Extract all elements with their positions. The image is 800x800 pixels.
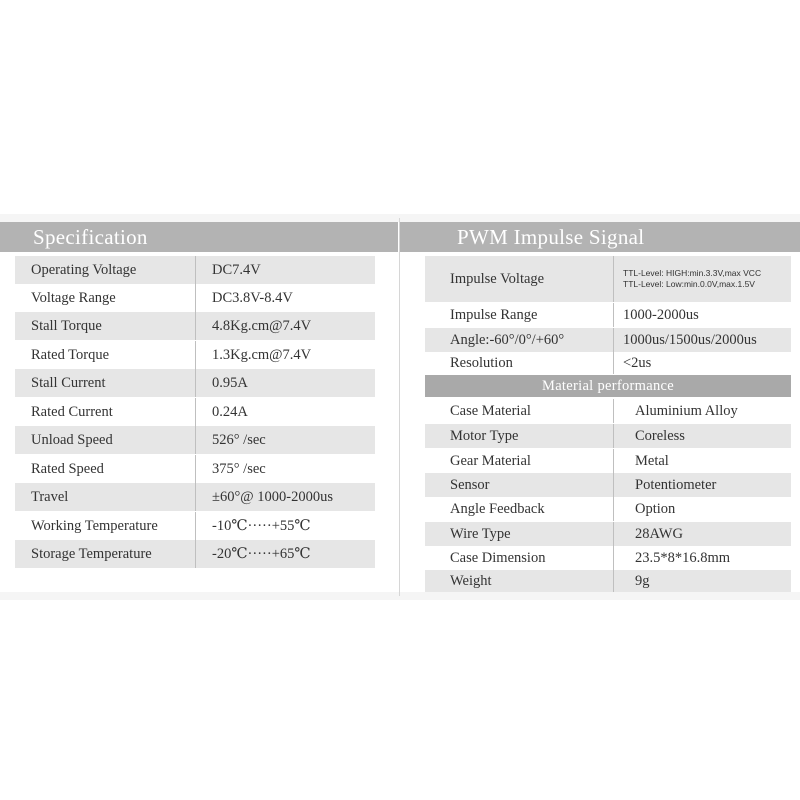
spec-label: Travel [15,483,195,511]
pwm-value: 1000-2000us [623,306,699,323]
spec-row [15,256,375,284]
pwm-row [425,352,791,374]
bottom-band [0,592,800,600]
material-row [425,570,791,592]
top-band [0,214,800,222]
spec-value: 0.95A [196,369,375,397]
spec-row [15,426,375,454]
material-row [425,522,791,546]
pwm-row [425,328,791,352]
material-value: Potentiometer [614,473,791,497]
material-value: 23.5*8*16.8mm [635,549,731,566]
pwm-value: 1000us/1500us/2000us [614,328,791,352]
spec-value: 1.3Kg.cm@7.4V [212,346,312,363]
pwm-value [614,256,791,302]
material-label: Sensor [425,473,613,497]
material-row [425,424,791,448]
pwm-label: Impulse Voltage [425,256,613,302]
material-value: 28AWG [614,522,791,546]
specification-header: Specification [0,222,398,252]
spec-label: Rated Current [31,403,113,420]
spec-label: Storage Temperature [15,540,195,568]
material-row [425,399,791,423]
spec-row [15,398,375,426]
spec-row [15,483,375,511]
spec-row [15,455,375,483]
pwm-label: Resolution [450,354,513,371]
spec-value: DC3.8V-8.4V [212,289,293,306]
spec-label: Working Temperature [31,517,158,534]
spec-label: Unload Speed [15,426,195,454]
spec-row [15,312,375,340]
spec-row [15,341,375,369]
spec-label: Stall Torque [15,312,195,340]
pwm-row [425,303,791,327]
material-performance-header: Material performance [425,375,791,397]
spec-label: Rated Speed [31,460,104,477]
ttl-high-text: TTL-Level: HIGH:min.3.3V,max VCC [623,268,762,278]
material-value: Option [635,500,676,517]
pwm-row [425,256,791,302]
spec-label: Stall Current [15,369,195,397]
spec-value: -10℃·····+55℃ [212,517,311,534]
spec-value: 0.24A [212,403,248,420]
spec-value: 375° /sec [212,460,266,477]
spec-label: Rated Torque [31,346,110,363]
material-label: Wire Type [425,522,613,546]
material-label: Gear Material [450,452,531,469]
material-label: Angle Feedback [450,500,545,517]
material-value: Metal [635,452,669,469]
material-row [425,449,791,473]
ttl-low-text: TTL-Level: Low:min.0.0V,max.1.5V [623,279,755,289]
pwm-label: Angle:-60°/0°/+60° [425,328,613,352]
column-divider [399,218,400,596]
material-label: Motor Type [425,424,613,448]
spec-value: ±60°@ 1000-2000us [196,483,375,511]
spec-value: 4.8Kg.cm@7.4V [196,312,375,340]
material-value: Aluminium Alloy [635,402,738,419]
pwm-header: PWM Impulse Signal [400,222,800,252]
material-label: Case Dimension [450,549,546,566]
spec-row [15,369,375,397]
material-row [425,497,791,521]
material-row [425,546,791,570]
spec-row [15,512,375,540]
spec-value: -20℃·····+65℃ [196,540,375,568]
spec-label: Voltage Range [31,289,116,306]
material-value: 9g [614,570,791,592]
spec-row [15,540,375,568]
spec-row [15,284,375,312]
pwm-label: Impulse Range [450,306,538,323]
material-row [425,473,791,497]
spec-value: 526° /sec [196,426,375,454]
material-value: Coreless [614,424,791,448]
material-label: Weight [425,570,613,592]
spec-label: Operating Voltage [15,256,195,284]
spec-value: DC7.4V [196,256,375,284]
pwm-value: <2us [623,354,652,371]
material-label: Case Material [450,402,531,419]
